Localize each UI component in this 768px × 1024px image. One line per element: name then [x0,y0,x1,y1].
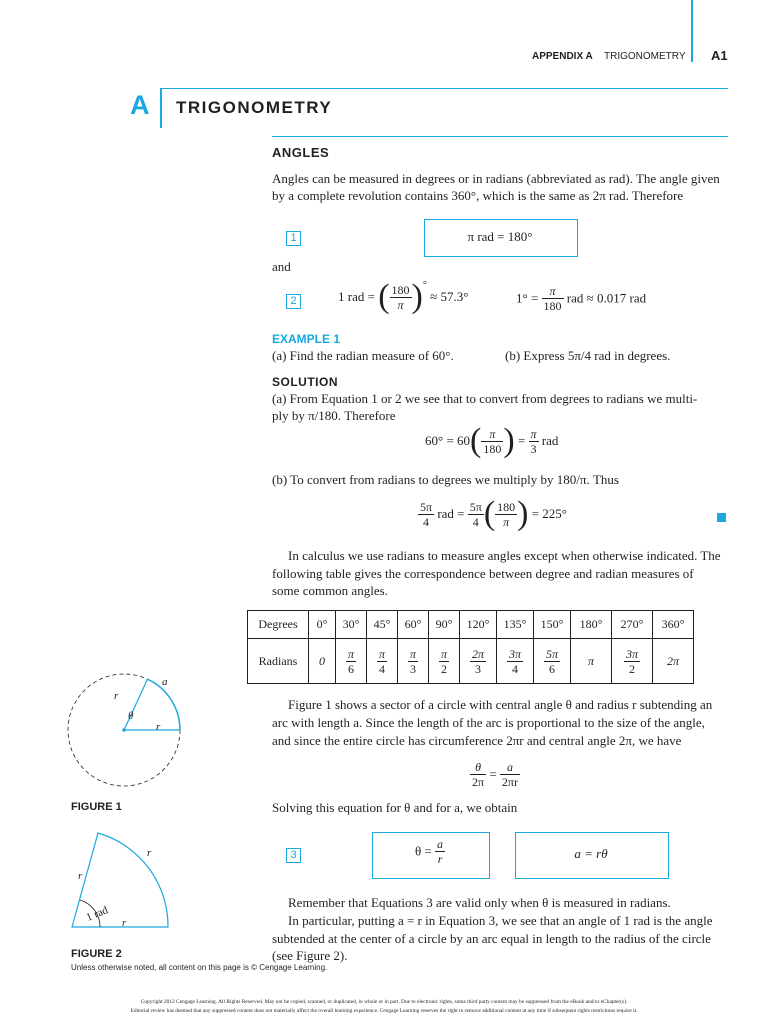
table-cell-radian [571,639,612,684]
degrees-label: Degrees [248,611,309,639]
eq-a-rden: 3 [530,441,537,456]
table-cell-radian [336,639,367,684]
figure-1-r-right: r [156,721,161,733]
eq-a-den: 180 [483,441,502,456]
figure-2-rad: 1 rad [84,904,110,924]
proportion-equation [470,760,520,789]
radian-denominator: 6 [548,661,555,676]
eq-b-num3: 180 [497,499,516,514]
eq-a-rnum: π [530,426,537,441]
table-cell-radian [367,639,398,684]
prop-den2: 2πr [501,775,518,789]
eq2-right-suffix: rad ≈ 0.017 rad [566,290,647,306]
figure-2-label: FIGURE 2 [71,948,122,960]
radian-denominator: 3 [409,661,416,676]
solution-heading: SOLUTION [272,375,338,389]
table-cell-degree: 150° [534,611,571,639]
equation-3-left [372,837,488,866]
radian-numerator: π [409,646,416,661]
copyright-line-2: Editorial review has deemed that any suppressed content does not materially affect the overall learning experience. Cengage Learning reserves the right to remove additional content at any time if subsequent rights restrictions require it. [130,1008,638,1014]
eq2-left-frac [390,283,412,312]
radian-value: 2π [666,653,679,668]
radian-numerator: π [440,646,447,661]
table-cell-degree: 30° [336,611,367,639]
calc-text-2: following table gives the correspondence between degree and radian measures of [272,566,694,581]
footer-note: Unless otherwise noted, all content on this page is © Cengage Learning. [71,963,328,972]
solution-a-2: ply by π/180. Therefore [272,408,396,423]
radian-fraction [544,647,560,676]
remember-text-3: subtended at the center of a circle by an arc equal in length to the radius of the circle [272,931,711,946]
sector-text-3: and since the entire circle has circumference 2πr and central angle 2π, we have [272,733,682,748]
remember-text-4: (see Figure 2). [272,948,348,963]
prop-frac2 [500,760,520,789]
prop-num1: θ [470,760,486,775]
radian-fraction [624,647,640,676]
example-part-b: (b) Express 5π/4 rad in degrees. [505,348,671,363]
table-cell-radian [309,639,336,684]
eq3-fden: r [437,852,443,866]
table-cell-radian [612,639,653,684]
eq-b-frac3 [495,500,517,529]
radian-numerator: π [347,646,354,661]
radian-denominator: 4 [511,661,518,676]
figure-2-r-arc: r [147,847,152,859]
table-cell-radian [398,639,429,684]
radian-denominator: 6 [347,661,354,676]
table-cell-degree: 270° [612,611,653,639]
radian-fraction [408,647,418,676]
calc-text-3: some common angles. [272,583,388,598]
equation-b [418,497,567,531]
table-cell-degree: 135° [497,611,534,639]
angles-intro-1: Angles can be measured in degrees or in radians (abbreviated as rad). The angle given [272,171,720,186]
figure-1-a: a [162,676,168,688]
eq2-left-deg: ° [422,280,427,291]
radian-value: 0 [319,653,325,668]
radian-denominator: 3 [474,661,481,676]
equation-2-right [516,284,646,313]
radian-numerator: 2π [471,646,484,661]
radian-fraction [377,647,387,676]
chapter-title: TRIGONOMETRY [176,98,333,117]
and-text: and [272,259,291,274]
radian-denominator: 4 [378,661,385,676]
figure-1-diagram [66,670,186,795]
table-cell-radian [497,639,534,684]
eq-a-equals: = [517,433,526,448]
chapter-letter: A [130,90,150,120]
figure-2-r-bottom: r [122,917,127,929]
paren-open: ( [470,422,482,459]
table-row-radians [248,639,694,684]
table-cell-degree: 360° [653,611,694,639]
eq2-left-num: 180 [391,282,410,297]
equation-number-1: 1 [286,231,301,246]
radian-fraction [346,647,356,676]
end-of-example-marker [717,513,726,522]
eq-b-den2: 4 [472,514,479,529]
radian-value: π [587,653,594,668]
eq-b-frac1 [418,500,434,529]
section-rule [272,136,728,137]
equation-number-3: 3 [286,848,301,863]
paren-close: ) [411,278,423,315]
solution-a-1: (a) From Equation 1 or 2 we see that to convert from degrees to radians we multi- [272,391,698,406]
figure-1-theta: θ [128,710,134,722]
paren-open: ( [378,278,390,315]
sector-text-2: arc with length a. Since the length of the arc is proportional to the size of the angle, [272,715,705,730]
table-cell-radian [653,639,694,684]
table-cell-degree: 45° [367,611,398,639]
degree-radian-table [247,610,694,684]
eq2-left-approx: ≈ 57.3° [430,289,469,304]
equation-number-2: 2 [286,294,301,309]
radian-fraction [470,647,486,676]
radians-label: Radians [248,639,309,684]
calc-text-1: In calculus we use radians to measure angles except when otherwise indicated. The [288,548,721,563]
header-appendix: APPENDIX A [532,51,593,62]
radius-upper [124,679,148,730]
prop-frac1 [470,760,486,789]
eq3-frac [435,837,445,866]
example-heading: EXAMPLE 1 [272,332,341,346]
header-section: TRIGONOMETRY [604,51,686,62]
radian-numerator: 5π [545,646,558,661]
radian-numerator: π [378,646,385,661]
equation-a [425,424,558,458]
table-cell-degree: 0° [309,611,336,639]
radian-denominator: 2 [440,661,447,676]
sector-text-1: Figure 1 shows a sector of a circle with central angle θ and radius r subtending an [288,697,713,712]
table-row-degrees [248,611,694,639]
chapter-divider [160,88,162,128]
eq-b-result: = 225° [531,506,567,521]
solution-b: (b) To convert from radians to degrees we multiply by 180/π. Thus [272,472,619,487]
table-cell-degree: 180° [571,611,612,639]
paren-close: ) [517,495,529,532]
eq2-left-prefix: 1 rad = [338,289,375,304]
chapter-top-rule [162,88,728,89]
figure-1-label: FIGURE 1 [71,801,122,813]
eq-b-den1: 4 [423,514,430,529]
eq-b-den3: π [503,514,510,529]
header-rule [691,0,693,62]
eq-b-num2: 5π [469,499,482,514]
radian-fraction [507,647,523,676]
eq2-right-den: 180 [543,299,562,313]
table-cell-radian [429,639,460,684]
eq-a-left: 60° = 60 [425,433,471,448]
table-cell-radian [534,639,571,684]
equation-2-left [338,280,468,320]
page-number: A1 [711,48,728,63]
paren-open: ( [483,495,496,532]
eq-a-frac [481,427,503,456]
prop-equals: = [489,766,497,782]
eq3-left: θ = [414,843,432,859]
prop-den1: 2π [472,775,485,789]
prop-num2: a [500,760,520,775]
table-cell-degree: 120° [460,611,497,639]
eq-a-num: π [481,427,503,442]
eq-b-frac2 [468,500,484,529]
eq2-left-den: π [397,297,404,312]
remember-text-1: Remember that Equations 3 are valid only when θ is measured in radians. [288,895,671,910]
copyright-line-1: Copyright 2012 Cengage Learning. All Rights Reserved. May not be copied, scanned, or duplicated, in whole or in part. Due to electronic rights, some third party content may be suppressed from the eBook and/or eChapter(s). [140,999,628,1005]
table-cell-degree: 90° [429,611,460,639]
eq-b-rad: rad = [437,506,465,521]
eq-a-rad: rad [541,433,559,448]
radian-denominator: 2 [628,661,635,676]
angles-intro-2: by a complete revolution contains 360°, which is the same as 2π rad. Therefore [272,188,684,203]
figure-2-r-left: r [78,870,83,882]
figure-1-r-top: r [114,690,119,702]
eq2-right-frac [542,284,564,313]
solving-text: Solving this equation for θ and for a, we obtain [272,800,518,815]
radian-numerator: 3π [508,646,521,661]
center-point [122,728,126,732]
radian-fraction [439,647,449,676]
table-cell-radian [460,639,497,684]
angles-heading: ANGLES [272,145,330,160]
eq-a-result-frac [529,427,539,456]
equation-1: π rad = 180° [467,229,533,244]
example-part-a: (a) Find the radian measure of 60°. [272,348,454,363]
eq2-right-num: π [542,284,564,299]
equation-3-right: a = rθ [574,846,608,861]
table-cell-degree: 60° [398,611,429,639]
paren-close: ) [503,422,515,459]
eq3-fnum: a [437,837,444,851]
radian-numerator: 3π [625,646,638,661]
eq-b-num1: 5π [420,499,433,514]
eq2-right-prefix: 1° = [516,290,539,306]
remember-text-2: In particular, putting a = r in Equation 3, we see that an angle of 1 rad is the angle [288,913,713,928]
